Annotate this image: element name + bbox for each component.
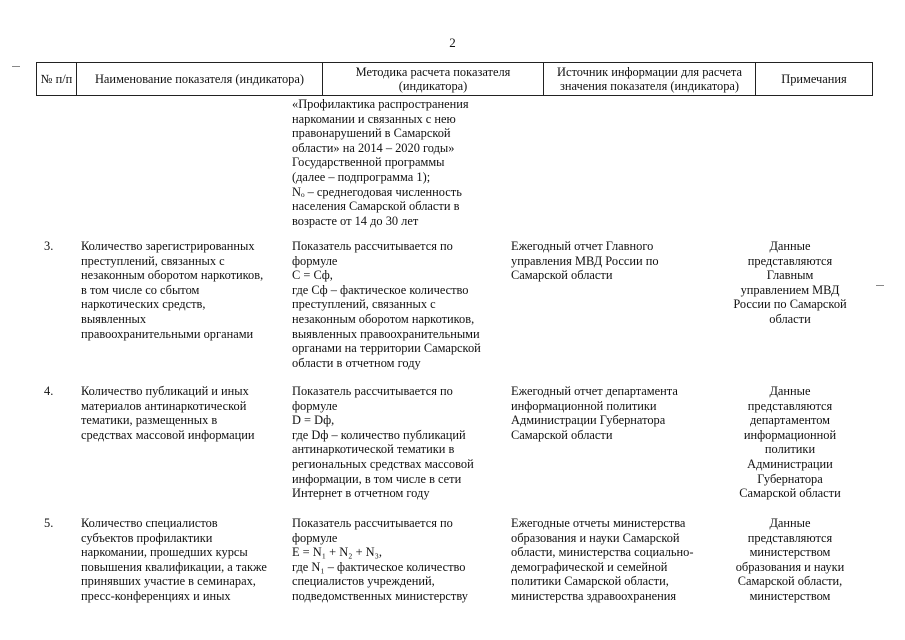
row-4-number: 4. <box>44 384 54 398</box>
header-notes: Примечания <box>781 72 847 86</box>
row-4-indicator-name: Количество публикаций и иных материалов антинаркотической тематики, размещенных в средствах массовой информации <box>81 384 255 442</box>
row-5-calculation-method: Показатель рассчитывается по формуле E = N₁ + N₂ + N₃, где N₁ – фактическое количество специалистов учреждений, подведомственных министерству <box>292 516 468 603</box>
header-information-source: Источник информации для расчета значения показателя (индикатора) <box>544 63 756 95</box>
table-header <box>36 62 873 96</box>
scan-mark-left <box>12 66 20 67</box>
row-5-number: 5. <box>44 516 54 530</box>
row-4-calculation-method: Показатель рассчитывается по формуле D = Dф, где Dф – количество публикаций антинаркотической тематики в региональных средствах массовой информации, в том числе в сети Интернет в отчетном году <box>292 384 474 501</box>
row-3-calculation-method: Показатель рассчитывается по формуле C = Cф, где Cф – фактическое количество преступлений, связанных с незаконным оборотом наркотиков, выявленных правоохранительными органами на территории Самарской области в отчетном году <box>292 239 481 370</box>
scan-mark-right <box>876 285 884 286</box>
row-3-information-source: Ежегодный отчет Главного управления МВД России по Самарской области <box>511 239 659 283</box>
header-number: № п/п <box>37 63 77 95</box>
header-calculation-method: Методика расчета показателя (индикатора) <box>323 63 544 95</box>
row-3-indicator-name: Количество зарегистрированных преступлений, связанных с незаконным оборотом наркотиков, в том числе со сбытом наркотических средств, выявленных правоохранительными органами <box>81 239 264 341</box>
row-4-information-source: Ежегодный отчет департамента информационной политики Администрации Губернатора Самарской области <box>511 384 678 442</box>
row-5-notes: Данные представляются министерством образования и науки Самарской области, министерством <box>735 516 845 603</box>
page-number: 2 <box>449 35 456 50</box>
row-4-notes: Данные представляются департаментом информационной политики Администрации Губернатора Самарской области <box>739 384 841 501</box>
row-3-number: 3. <box>44 239 54 253</box>
row-3-notes: Данные представляются Главным управлением МВД России по Самарской области <box>733 239 847 326</box>
row-5-indicator-name: Количество специалистов субъектов профилактики наркомании, прошедших курсы повышения квалификации, а также принявших участие в семинарах, пресс-конференциях и иных <box>81 516 267 603</box>
row-5-information-source: Ежегодные отчеты министерства образования и науки Самарской области, министерства социально- демографической и семейной политики Самарской области, министерства здравоохранения <box>511 516 694 603</box>
header-indicator-name: Наименование показателя (индикатора) <box>77 63 323 95</box>
continuation-method-text: «Профилактика распространения наркомании и связанных с нею правонарушений в Самарской области» на 2014 – 2020 годы» Государственной программы (далее – подпрограмма 1); Nₒ – среднегодовая численность населения Самарской области в возрасте от 14 до 30 лет <box>292 97 469 228</box>
